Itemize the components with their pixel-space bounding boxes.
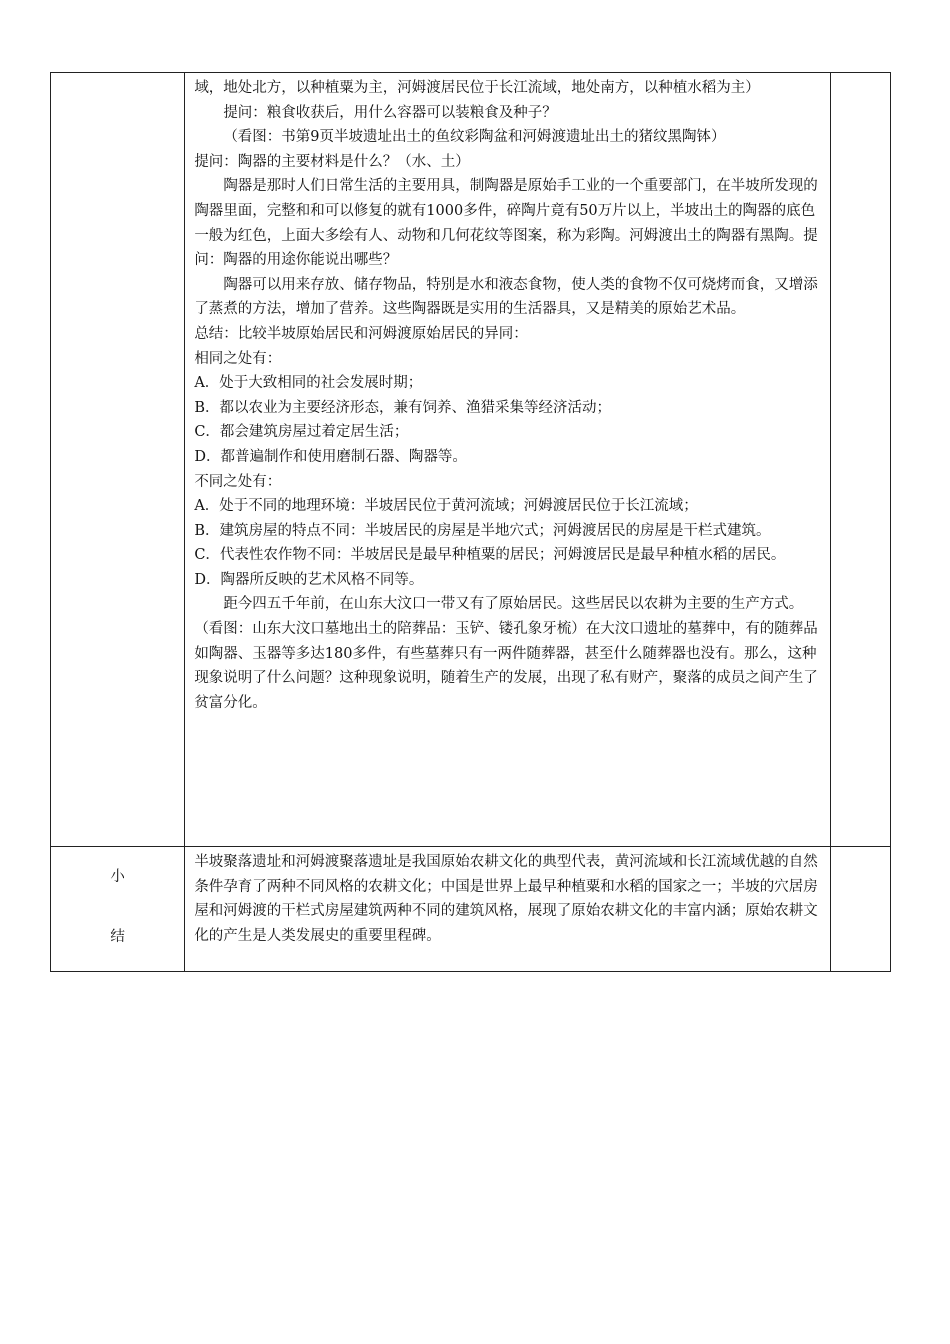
summary-text: 半坡聚落遗址和河姆渡聚落遗址是我国原始农耕文化的典型代表，黄河流域和长江流域优越的自然条件孕育了两种不同风格的农耕文化；中国是世界上最早种植粟和水稻的国家之一；半坡的穴居房屋和河姆渡的干栏式房屋建筑两种不同的建筑风格，展现了原始农耕文化的丰富内涵；原始农耕文化的产生是人类发展史的重要里程碑。 bbox=[194, 854, 818, 944]
lesson-list-item: A．处于大致相同的社会发展时期； bbox=[194, 375, 423, 392]
right-notes-cell bbox=[830, 73, 890, 847]
summary-row bbox=[51, 847, 891, 972]
lesson-paragraph: 提问：陶器的主要材料是什么？（水、土） bbox=[194, 153, 470, 170]
lesson-paragraph: 距今四五千年前，在山东大汶口一带又有了原始居民。这些居民以农耕为主要的生产方式。（看图：山东大汶口墓地出土的陪葬品：玉铲、镂孔象牙梳）在大汶口遗址的墓葬中，有的随葬品如陶器、玉器等多达180多件，有些墓葬只有一两件随葬器，甚至什么随葬器也没有。那么，这种现象说明了什么问题？这种现象说明，随着生产的发展，出现了私有财产，聚落的成员之间产生了贫富分化。 bbox=[194, 596, 818, 711]
summary-label-char: 小 bbox=[110, 869, 125, 885]
lesson-list-item: A．处于不同的地理环境：半坡居民位于黄河流域；河姆渡居民位于长江流域； bbox=[194, 498, 698, 515]
lesson-list-item: B．都以农业为主要经济形态，兼有饲养、渔猎采集等经济活动； bbox=[194, 399, 611, 416]
lesson-paragraph: 陶器可以用来存放、储存物品，特别是水和液态食物，使人类的食物不仅可烧烤而食，又增添了蒸煮的方法，增加了营养。这些陶器既是实用的生活器具，又是精美的原始艺术品。 bbox=[194, 276, 818, 318]
summary-content-cell bbox=[185, 847, 831, 972]
lesson-table bbox=[50, 72, 891, 972]
lesson-row bbox=[51, 73, 891, 847]
lesson-paragraph: 相同之处有： bbox=[194, 350, 282, 367]
left-label-cell bbox=[51, 73, 185, 847]
lesson-paragraph: 陶器是那时人们日常生活的主要用具，制陶器是原始手工业的一个重要部门，在半坡所发现的陶器里面，完整和和可以修复的就有1000多件，碎陶片竟有50万片以上，半坡出土的陶器的底色一般为红色，上面大多绘有人、动物和几何花纹等图案，称为彩陶。河姆渡出土的陶器有黑陶。提问：陶器的用途你能说出哪些？ bbox=[194, 178, 818, 269]
lesson-paragraph: （看图：书第9页半坡遗址出土的鱼纹彩陶盆和河姆渡遗址出土的猪纹黑陶钵） bbox=[223, 129, 726, 146]
lesson-list-item: C．都会建筑房屋过着定居生活； bbox=[194, 424, 409, 441]
lesson-list-item: C．代表性农作物不同：半坡居民是最早种植粟的居民；河姆渡居民是最早种植水稻的居民。 bbox=[194, 547, 786, 564]
lesson-paragraph: 域，地处北方，以种植粟为主，河姆渡居民位于长江流域，地处南方，以种植水稻为主） bbox=[194, 80, 760, 96]
lesson-content-cell bbox=[185, 73, 831, 847]
lesson-paragraph: 提问：粮食收获后，用什么容器可以装粮食及种子？ bbox=[223, 104, 557, 121]
lesson-paragraph: 总结：比较半坡原始居民和河姆渡原始居民的异同： bbox=[194, 325, 528, 342]
summary-label-cell bbox=[51, 847, 185, 972]
summary-label-char: 结 bbox=[110, 929, 125, 945]
lesson-list-item: D．都普遍制作和使用磨制石器、陶器等。 bbox=[194, 448, 467, 465]
summary-right-cell bbox=[830, 847, 890, 972]
lesson-list-item: D．陶器所反映的艺术风格不同等。 bbox=[194, 571, 424, 588]
lesson-paragraph: 不同之处有： bbox=[194, 473, 282, 490]
lesson-list-item: B．建筑房屋的特点不同：半坡居民的房屋是半地穴式；河姆渡居民的房屋是干栏式建筑。 bbox=[194, 522, 771, 539]
